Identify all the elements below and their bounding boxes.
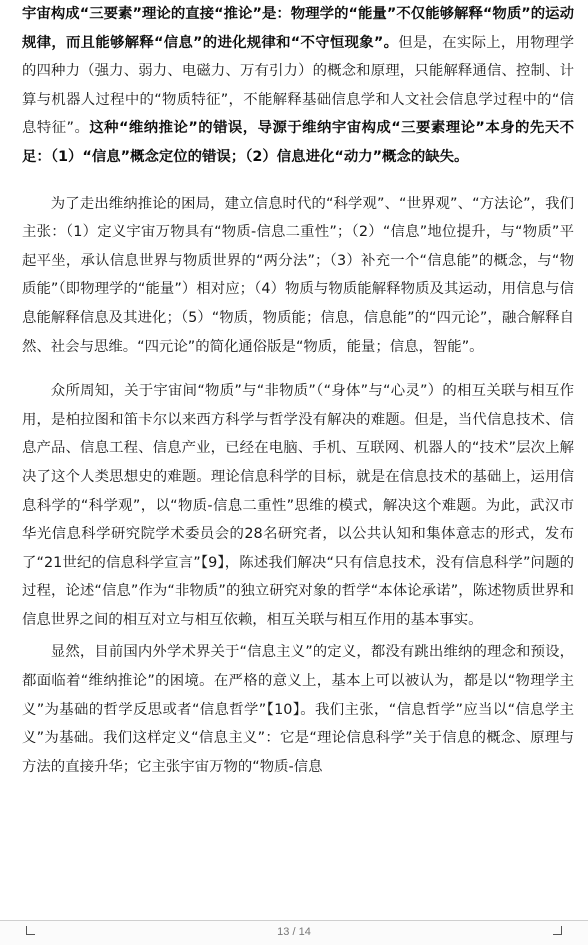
paragraph-3: 众所周知，关于宇宙间“物质”与“非物质”（“身体”与“心灵”）的相互关联与相互作用，是柏拉图和笛卡尔以来西方科学与哲学没有解决的难题。但是，当代信息技术、信息产品、信息工程、信息产业，已经在电脑、手机、互联网、机器人的“技术”层次上解决了这个人类思想史的难题。理论信息科学的目标，就是在信息技术的基础上，运用信息科学的“科学观”，以“物质-信息二重性”思维的模式，解决这个难题。为此，武汉市华光信息科学研究院学术委员会的28名研究者，以公共认知和集体意志的形式，发布了“21世纪的信息科学宣言”【9】，陈述我们解决“只有信息技术，没有信息科学”问题的过程，论述“信息”作为“非物质”的独立研究对象的哲学“本体论承诺”，陈述物质世界和信息世界之间的相互对立与相互依赖，相互关联与相互作用的基本事实。 <box>22 383 574 628</box>
paragraph-1 <box>22 0 574 172</box>
document-body <box>22 0 574 781</box>
page-number: 13 / 14 <box>277 926 311 938</box>
bold-statement-1: 宇宙构成“三要素”理论的直接“推论”是：物理学的“能量”不仅能够解释“物质”的运动规律，而且能够解释“信息”的进化规律和“不守恒现象”。 <box>22 6 574 51</box>
bold-statement-2: 这种“维纳推论”的错误，导源于维纳宇宙构成“三要素理论”本身的先天不足：（1）“信息”概念定位的错误；（2）信息进化“动力”概念的缺失。 <box>22 120 574 165</box>
paragraph-2: 为了走出维纳推论的困局，建立信息时代的“科学观”、“世界观”、“方法论”，我们主张：（1）定义宇宙万物具有“物质-信息二重性”；（2）“信息”地位提升，与“物质”平起平坐，承认信息世界与物质世界的“两分法”；（3）补充一个“信息能”的概念，与“物质能”（即物理学的“能量”）相对应；（4）物质与物质能解释物质及其运动，用信息与信息能解释信息及其进化；（5）“物质，物质能；信息，信息能”的“四元论”，融合解释自然、社会与思维。“四元论”的简化通俗版是“物质，能量；信息，智能”。 <box>22 195 574 355</box>
paragraph-4: 显然，目前国内外学术界关于“信息主义”的定义，都没有跳出维纳的理念和预设，都面临着“维纳推论”的困境。在严格的意义上，基本上可以被认为，都是以“物理学主义”为基础的哲学反思或者“信息哲学”【10】。我们主张，“信息哲学”应当以“信息学主义”为基础。我们这样定义“信息主义”：它是“理论信息科学”关于信息的概念、原理与方法的直接升华；它主张宇宙万物的“物质-信息 <box>22 644 574 775</box>
paragraph-1-text: 但是，在实际上，用物理学的四种力（强力、弱力、电磁力、万有引力）的概念和原理，只能解释通信、控制、计算与机器人过程中的“物质特征”，不能解释基础信息学和人文社会信息学过程中的“信息特征”。 <box>22 34 574 137</box>
